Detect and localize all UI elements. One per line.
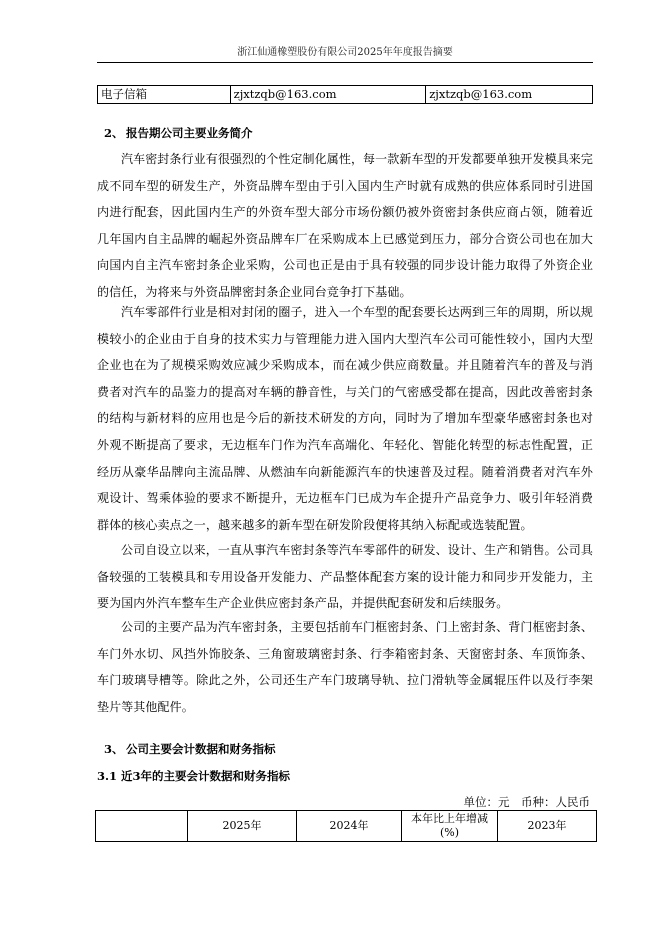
paragraph: 公司自设立以来，一直从事汽车密封条等汽车零部件的研发、设计、生产和销售。公司具备较强的工装模具和专用设备开发能力、产品整体配套方案的设计能力和同步开发能力，主要为国内外汽车整车生产企业供应密封条产品，并提供配套研发和后续服务。: [97, 543, 593, 611]
table-header-cell: 2025年: [188, 811, 297, 842]
table-header-row: [96, 811, 597, 842]
section-number: 2、: [104, 126, 124, 140]
subsection-heading: 3.1 近3年的主要会计数据和财务指标: [97, 769, 291, 783]
contact-table: [97, 85, 593, 104]
table-header-cell: 本年比上年增减(%): [402, 811, 498, 842]
unit-currency-line: [464, 794, 591, 810]
section-3-heading: [104, 741, 276, 757]
section-number: 3、: [104, 742, 124, 756]
email-value-cell: zjxtzqb@163.com: [426, 86, 593, 104]
table-header-cell: [96, 811, 188, 842]
table-row: [98, 86, 593, 104]
table-header-cell: 2024年: [297, 811, 402, 842]
section-title: 报告期公司主要业务简介: [126, 126, 253, 140]
email-value-cell: zjxtzqb@163.com: [230, 86, 426, 104]
financial-table: [95, 810, 597, 842]
paragraph: 汽车零部件行业是相对封闭的圈子，进入一个车型的配套要长达两到三年的周期，所以规模较小的企业由于自身的技术实力与管理能力进入国内大型汽车公司可能性较小，国内大型企业也在为了规模采购效应减少采购成本，而在减少供应商数量。并且随着汽车的普及与消费者对汽车的品鉴力的提高对车辆的静音性，与关门的气密感受都在提高，因此改善密封条的结构与新材料的应用也是今后的新技术研发的方向，同时为了增加车型豪华感密封条也对外观不断提高了要求，无边框车门作为汽车高端化、年轻化、智能化转型的标志性配置，正经历从豪华品牌向主流品牌、从燃油车向新能源汽车的快速普及过程。随着消费者对汽车外观设计、驾乘体验的要求不断提升，无边框车门已成为车企提升产品竞争力、吸引年轻消费群体的核心卖点之一，越来越多的新车型在研发阶段便将其纳入标配或选装配置。: [97, 305, 593, 532]
section-title: 公司主要会计数据和财务指标: [126, 742, 276, 756]
table-header-cell: 2023年: [498, 811, 597, 842]
currency-label: 币种：人民币: [521, 795, 590, 809]
header-rule: [97, 62, 593, 63]
page-header-title: 浙江仙通橡塑股份有限公司2025年年度报告摘要: [237, 47, 453, 58]
paragraph: 汽车密封条行业有很强烈的个性定制化属性，每一款新车型的开发都要单独开发模具来完成不同车型的研发生产，外资品牌车型由于引入国内生产时就有成熟的供应体系同时引进国内进行配套，因此国内生产的外资车型大部分市场份额仍被外资密封条供应商占领，随着近几年国内自主品牌的崛起外资品牌车厂在采购成本上已感觉到压力，部分合资公司也在加大向国内自主汽车密封条企业采购，公司也正是由于具有较强的同步设计能力取得了外资企业的信任，为将来与外资品牌密封条企业同台竞争打下基础。: [97, 152, 593, 299]
section-2-heading: [104, 125, 253, 141]
email-label-cell: 电子信箱: [98, 86, 231, 104]
unit-label: 单位：元: [463, 795, 510, 809]
paragraph: 公司的主要产品为汽车密封条，主要包括前车门框密封条、门上密封条、背门框密封条、车门外水切、风挡外饰胶条、三角窗玻璃密封条、行李箱密封条、天窗密封条、车顶饰条、车门玻璃导槽等。除此之外，公司还生产车门玻璃导轨、拉门滑轨等金属辊压件以及行李架垫片等其他配件。: [97, 620, 593, 714]
